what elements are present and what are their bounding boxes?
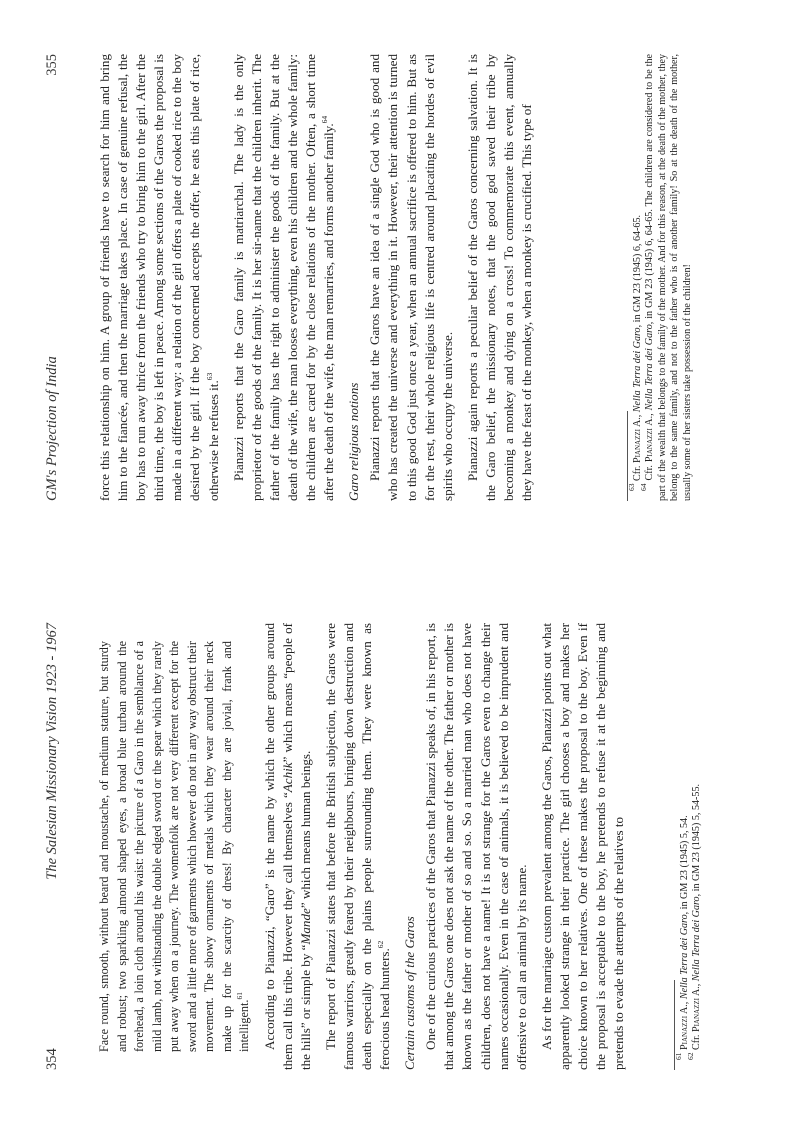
- section-heading: Garo religious notions: [346, 382, 362, 501]
- paragraph: As for the marriage custom prevalent among the Garos, Pianazzi points out what apparently looked strange in their practice. The girl chooses a boy and makes her choice known to her relatives. One of these makes the proposal to the boy. Even if the proposal is acceptable to the boy, he pretends to refuse it at the beginning and pretends to evade the attempts of the relatives to: [538, 623, 627, 1070]
- footnote: $^{62}$ Cfr. Pianazzi A., Nella Terra dei Garo, in GM 23 (1945) 5, 54-55.: [686, 783, 703, 1060]
- page-body: [96, 54, 536, 501]
- page-number: 354: [44, 1048, 60, 1070]
- page-header: [44, 623, 64, 1070]
- footnote-ref: 63: [204, 372, 214, 381]
- paragraph: According to Pianazzi, “Garo” is the name by which the other groups around them call this tribe. However they call themselves “Achik” which means “people of the hills” or simple by “Mande” which means human beings.: [261, 623, 313, 1070]
- section-heading: Certain customs of the Garos: [402, 916, 418, 1070]
- running-title: The Salesian Missionary Vision 1923 - 1967: [44, 623, 60, 880]
- paragraph: Pianazzi reports that the Garos have an idea of a single God who is good and who has created the universe and everything in it. However, their attention is turned to this good God just once a year, when an annual sacrifice is offered to him. But as for the rest, their whole religious life is centred around placating the hordes of evil spirits who occupy the universe.: [367, 54, 455, 501]
- footnote-ref: 62: [376, 940, 386, 949]
- page-body: [96, 623, 628, 1070]
- paragraph: The report of Pianazzi states that before the British subjection, the Garos were famous warriors, greatly feared by their neighbours, bringing down destruction and death especially on the plains people surrounding them. They were known as ferocious head hunters.$^{62}$: [322, 623, 393, 1070]
- footnote: $^{64}$ Cfr. Pianazzi A., Nella Terra dei Garo, in GM 23 (1945) 6, 64-65. The children are considered to be the part of the wealth that belongs to the family of the mother. And for this reason, at the death of the mother, they belong to the same family, and not to the father who is of another family! So at the death of the mother, usually some of her sisters take possession of the children!: [639, 53, 693, 501]
- paragraph: force this relationship on him. A group of friends have to search for him and bring him to the fiancée, and then the marriage takes place. In case of genuine refusal, the boy has to run away thrice from the friends who try to bring him to the girl. After the third time, the boy is left in peace. Among some sections of the Garos the proposal is made in a different way: a relation of the girl offers a plate of cooked rice to the boy desired by the girl. If the boy concerned accepts the offer, he eats this plate of rice, otherwise he refuses it.$^{63}$: [97, 54, 221, 501]
- footnote: $^{63}$ Cfr. Pianazzi A., Nella Terra dei Garo, in GM 23 (1945) 6, 64-65.: [627, 214, 643, 491]
- footnotes: [627, 54, 694, 501]
- page-number: 355: [44, 54, 60, 76]
- paragraph: Pianazzi reports that the Garo family is matriarchal. The lady is the only proprietor of the goods of the family. It is her sir-name that the children inherit. The father of the family has the right to administer the goods of the family. But at the death of the wife, the man looses everything, even his children and the whole family: the children are cared for by the close relations of the mother. Often, a short time after the death of the wife, the man remarries, and forms another family.$^{64}$: [230, 54, 337, 501]
- running-title: GM's Projection of India: [44, 356, 60, 501]
- footnote-ref: 61: [235, 992, 244, 1000]
- footnote-ref: 64: [320, 115, 330, 124]
- page-354: [0, 562, 793, 1123]
- page-header: [44, 54, 64, 501]
- paragraph: Pianazzi again reports a peculiar belief of the Garos concerning salvation. It is the Garo belief, the missionary notes, that the good god saved their tribe by becoming a monkey and dying on a cross! To commemorate this event, annually they have the feast of the monkey, when a monkey is crucified. This type of: [464, 54, 535, 501]
- footnotes: [674, 623, 704, 1070]
- footnote: $^{61}$ Pianazzi A., Nella Terra dei Garo, in GM 23 (1945) 5, 54.: [674, 815, 690, 1060]
- block-quote: Face round, smooth, without beard and moustache, of medium stature, but sturdy and robust; two sparkling almond shaped eyes, a broad blue turban around the forehead, a loin cloth around his waist: the picture of a Garo in the semblance of a mild lamb, not withstanding the double edged sword or the spear which they rarely put away when on a journey. The womenfolk are not very different except for the sword and a little more of garments which however do not in any way obstruct their movement. The showy ornaments of metals which they wear around their neck make up for the scarcity of dress! By character they are jovial, frank and intelligent.$^{61}$: [97, 641, 251, 1052]
- paragraph: One of the curious practices of the Garos that Pianazzi speaks of, in his report, is that among the Garos one does not ask the name of the other. The father or mother is known as the father or mother of so and so. So a married man who does not have children, does not have a name! It is not strange for the Garos even to change their names occasionally. Even in the case of animals, it is believed to be imprudent and offensive to call an animal by its name.: [423, 623, 529, 1070]
- page-355: [0, 1, 793, 562]
